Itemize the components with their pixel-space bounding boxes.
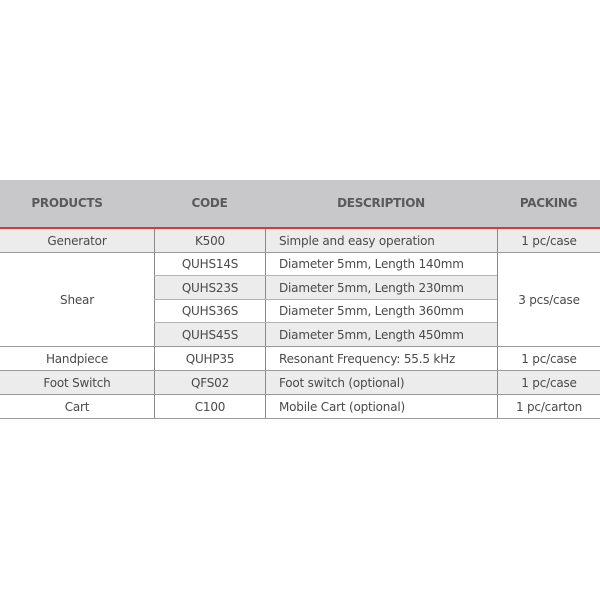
table-row <box>0 395 600 419</box>
table-row <box>0 347 600 371</box>
description-cell: Simple and easy operation <box>265 229 497 252</box>
header-code: CODE <box>191 196 228 210</box>
packing-cell: 3 pcs/case <box>497 253 600 346</box>
packing-cell: 1 pc/case <box>497 347 600 370</box>
code-cell: QFS02 <box>154 371 265 394</box>
table-row <box>0 371 600 395</box>
product-cell: Cart <box>64 399 90 414</box>
table-subrow <box>154 253 497 276</box>
description-cell: Foot switch (optional) <box>265 371 497 394</box>
table-header <box>0 180 600 229</box>
code-cell: K500 <box>154 229 265 252</box>
packing-cell: 1 pc/carton <box>497 395 600 418</box>
code-cell: QUHS23S <box>154 276 265 299</box>
description-cell: Diameter 5mm, Length 230mm <box>265 276 497 299</box>
code-cell: QUHS45S <box>154 323 265 346</box>
description-cell: Mobile Cart (optional) <box>265 395 497 418</box>
description-cell: Diameter 5mm, Length 450mm <box>265 323 497 346</box>
packing-cell: 1 pc/case <box>497 371 600 394</box>
code-cell: QUHP35 <box>154 347 265 370</box>
table-subrow <box>154 323 497 346</box>
description-cell: Resonant Frequency: 55.5 kHz <box>265 347 497 370</box>
table-subrow <box>154 276 497 300</box>
header-packing: PACKING <box>519 196 578 210</box>
table-subrow <box>154 300 497 323</box>
description-cell: Diameter 5mm, Length 140mm <box>265 253 497 275</box>
product-cell: Foot Switch <box>43 375 111 390</box>
product-cell: Generator <box>47 233 107 248</box>
header-description: DESCRIPTION <box>337 196 425 210</box>
code-cell: C100 <box>154 395 265 418</box>
code-cell: QUHS14S <box>154 253 265 275</box>
header-products: PRODUCTS <box>31 196 103 210</box>
table-row-group <box>0 253 600 347</box>
packing-cell: 1 pc/case <box>497 229 600 252</box>
product-cell: Handpiece <box>45 351 109 366</box>
product-cell: Shear <box>60 292 94 307</box>
code-cell: QUHS36S <box>154 300 265 322</box>
description-cell: Diameter 5mm, Length 360mm <box>265 300 497 322</box>
table-row <box>0 229 600 253</box>
